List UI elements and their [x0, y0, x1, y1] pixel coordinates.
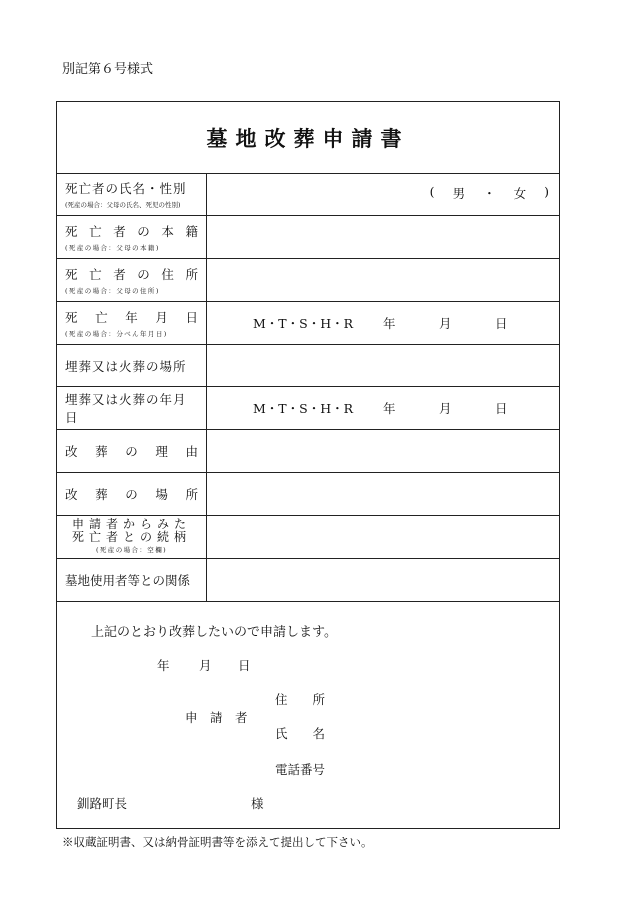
value-cell[interactable]: [207, 516, 559, 558]
label-char: 改: [65, 487, 78, 502]
value-cell[interactable]: [207, 430, 559, 472]
value-cell[interactable]: [207, 387, 559, 429]
era-options[interactable]: M・T・S・H・R: [253, 401, 354, 416]
label-owner-relation: 墓地使用者等との関係: [65, 573, 191, 588]
day-unit: 日: [495, 316, 508, 331]
label-sub-note: (死産の場合：分べん年月日): [65, 330, 168, 338]
row-relationship: [57, 516, 559, 559]
label-deceased-name-sex: 死亡者の氏名・性別: [65, 181, 187, 196]
label-char: 死: [65, 267, 78, 282]
row-deceased-name-sex: [57, 173, 559, 216]
name-label: 氏 名: [275, 726, 326, 741]
option-male[interactable]: 男: [452, 186, 466, 201]
label-char: 理: [155, 444, 168, 459]
label-cell: [57, 345, 207, 386]
honorific: 様: [251, 796, 264, 811]
date-year: 年: [157, 658, 170, 673]
label-char: 日: [185, 310, 198, 325]
value-cell[interactable]: [207, 559, 559, 601]
title-row: [57, 102, 559, 174]
label-sub-note: (死産の場合：空欄): [95, 545, 168, 554]
row-death-date: [57, 302, 559, 345]
label-char: 場: [155, 487, 168, 502]
label-reburial-place: [65, 485, 198, 503]
form-number: 別記第６号様式: [62, 62, 154, 77]
value-cell[interactable]: [207, 302, 559, 344]
label-relationship-line2: 死亡者との続柄: [71, 529, 191, 544]
label-char: 改: [65, 444, 78, 459]
value-cell[interactable]: [207, 259, 559, 301]
label-cell: [57, 430, 207, 472]
row-burial-date: [57, 387, 559, 430]
label-char: 死: [65, 224, 78, 239]
label-sub-note: (死産の場合：父母の本籍): [65, 244, 160, 252]
address-label: 住 所: [275, 692, 326, 707]
date-field[interactable]: [253, 314, 551, 332]
label-burial-place: 埋葬又は火葬の場所: [65, 358, 187, 374]
label-char: 所: [185, 267, 198, 282]
label-char: 葬: [95, 444, 108, 459]
value-cell[interactable]: [207, 345, 559, 386]
form-title: 墓地改葬申請書: [206, 125, 410, 151]
phone-label: 電話番号: [275, 762, 326, 777]
label-burial-date: 埋葬又は火葬の年月日: [65, 392, 187, 425]
month-unit: 月: [439, 401, 452, 416]
value-cell[interactable]: [207, 173, 559, 215]
label-char: 月: [155, 310, 168, 325]
label-char: 年: [125, 310, 138, 325]
label-char: の: [125, 444, 138, 459]
label-sub-note: (死産の場合：父母の住所): [65, 287, 160, 295]
label-relationship-line1: 申請者からみた: [71, 516, 191, 531]
label-cell: [57, 473, 207, 515]
label-char: 亡: [89, 267, 102, 282]
date-month: 月: [199, 658, 212, 673]
value-cell[interactable]: [207, 216, 559, 258]
label-death-date: [65, 308, 198, 326]
label-char: 者: [113, 267, 126, 282]
label-address: [65, 265, 198, 283]
applicant-label: 申 請 者: [185, 710, 248, 725]
label-char: の: [125, 487, 138, 502]
footnote: ※収蔵証明書、又は納骨証明書等を添えて提出して下さい。: [62, 835, 373, 849]
label-cell: [57, 302, 207, 344]
label-cell: [57, 259, 207, 301]
label-cell: [57, 216, 207, 258]
option-female[interactable]: 女: [513, 186, 527, 201]
mayor-label: 釧路町長: [77, 796, 128, 811]
paren-open: (: [429, 184, 435, 199]
label-char: 葬: [95, 487, 108, 502]
paren-close: ): [544, 184, 549, 199]
label-cell: [57, 173, 207, 215]
label-char: 所: [185, 487, 198, 502]
row-address: [57, 259, 559, 302]
year-unit: 年: [383, 401, 396, 416]
label-cell: [57, 516, 207, 558]
label-char: 住: [161, 267, 174, 282]
label-char: 亡: [95, 310, 108, 325]
month-unit: 月: [439, 316, 452, 331]
label-char: 亡: [89, 224, 102, 239]
label-char: の: [137, 267, 150, 282]
label-char: 死: [65, 310, 78, 325]
date-field[interactable]: [253, 399, 551, 417]
row-owner-relation: [57, 559, 559, 602]
label-cell: [57, 387, 207, 429]
label-char: の: [137, 224, 150, 239]
value-cell[interactable]: [207, 473, 559, 515]
row-honseki: [57, 216, 559, 259]
declaration-section: [57, 602, 559, 828]
label-char: 本: [161, 224, 174, 239]
row-burial-place: [57, 345, 559, 387]
sex-selector[interactable]: [430, 184, 549, 202]
day-unit: 日: [495, 401, 508, 416]
separator: ・: [483, 186, 496, 201]
label-cell: [57, 559, 207, 601]
label-honseki: [65, 222, 198, 240]
label-char: 籍: [185, 224, 198, 239]
row-reburial-place: [57, 473, 559, 516]
label-char: 由: [185, 444, 198, 459]
label-sub-note: (死産の場合：父母の氏名、死児の性別): [65, 201, 181, 209]
label-char: 者: [113, 224, 126, 239]
date-day: 日: [238, 658, 251, 673]
era-options[interactable]: M・T・S・H・R: [253, 316, 354, 331]
application-form: [56, 101, 560, 829]
year-unit: 年: [383, 316, 396, 331]
label-reason: [65, 442, 198, 460]
row-reason: [57, 430, 559, 473]
statement: 上記のとおり改葬したいので申請します。: [91, 625, 337, 640]
